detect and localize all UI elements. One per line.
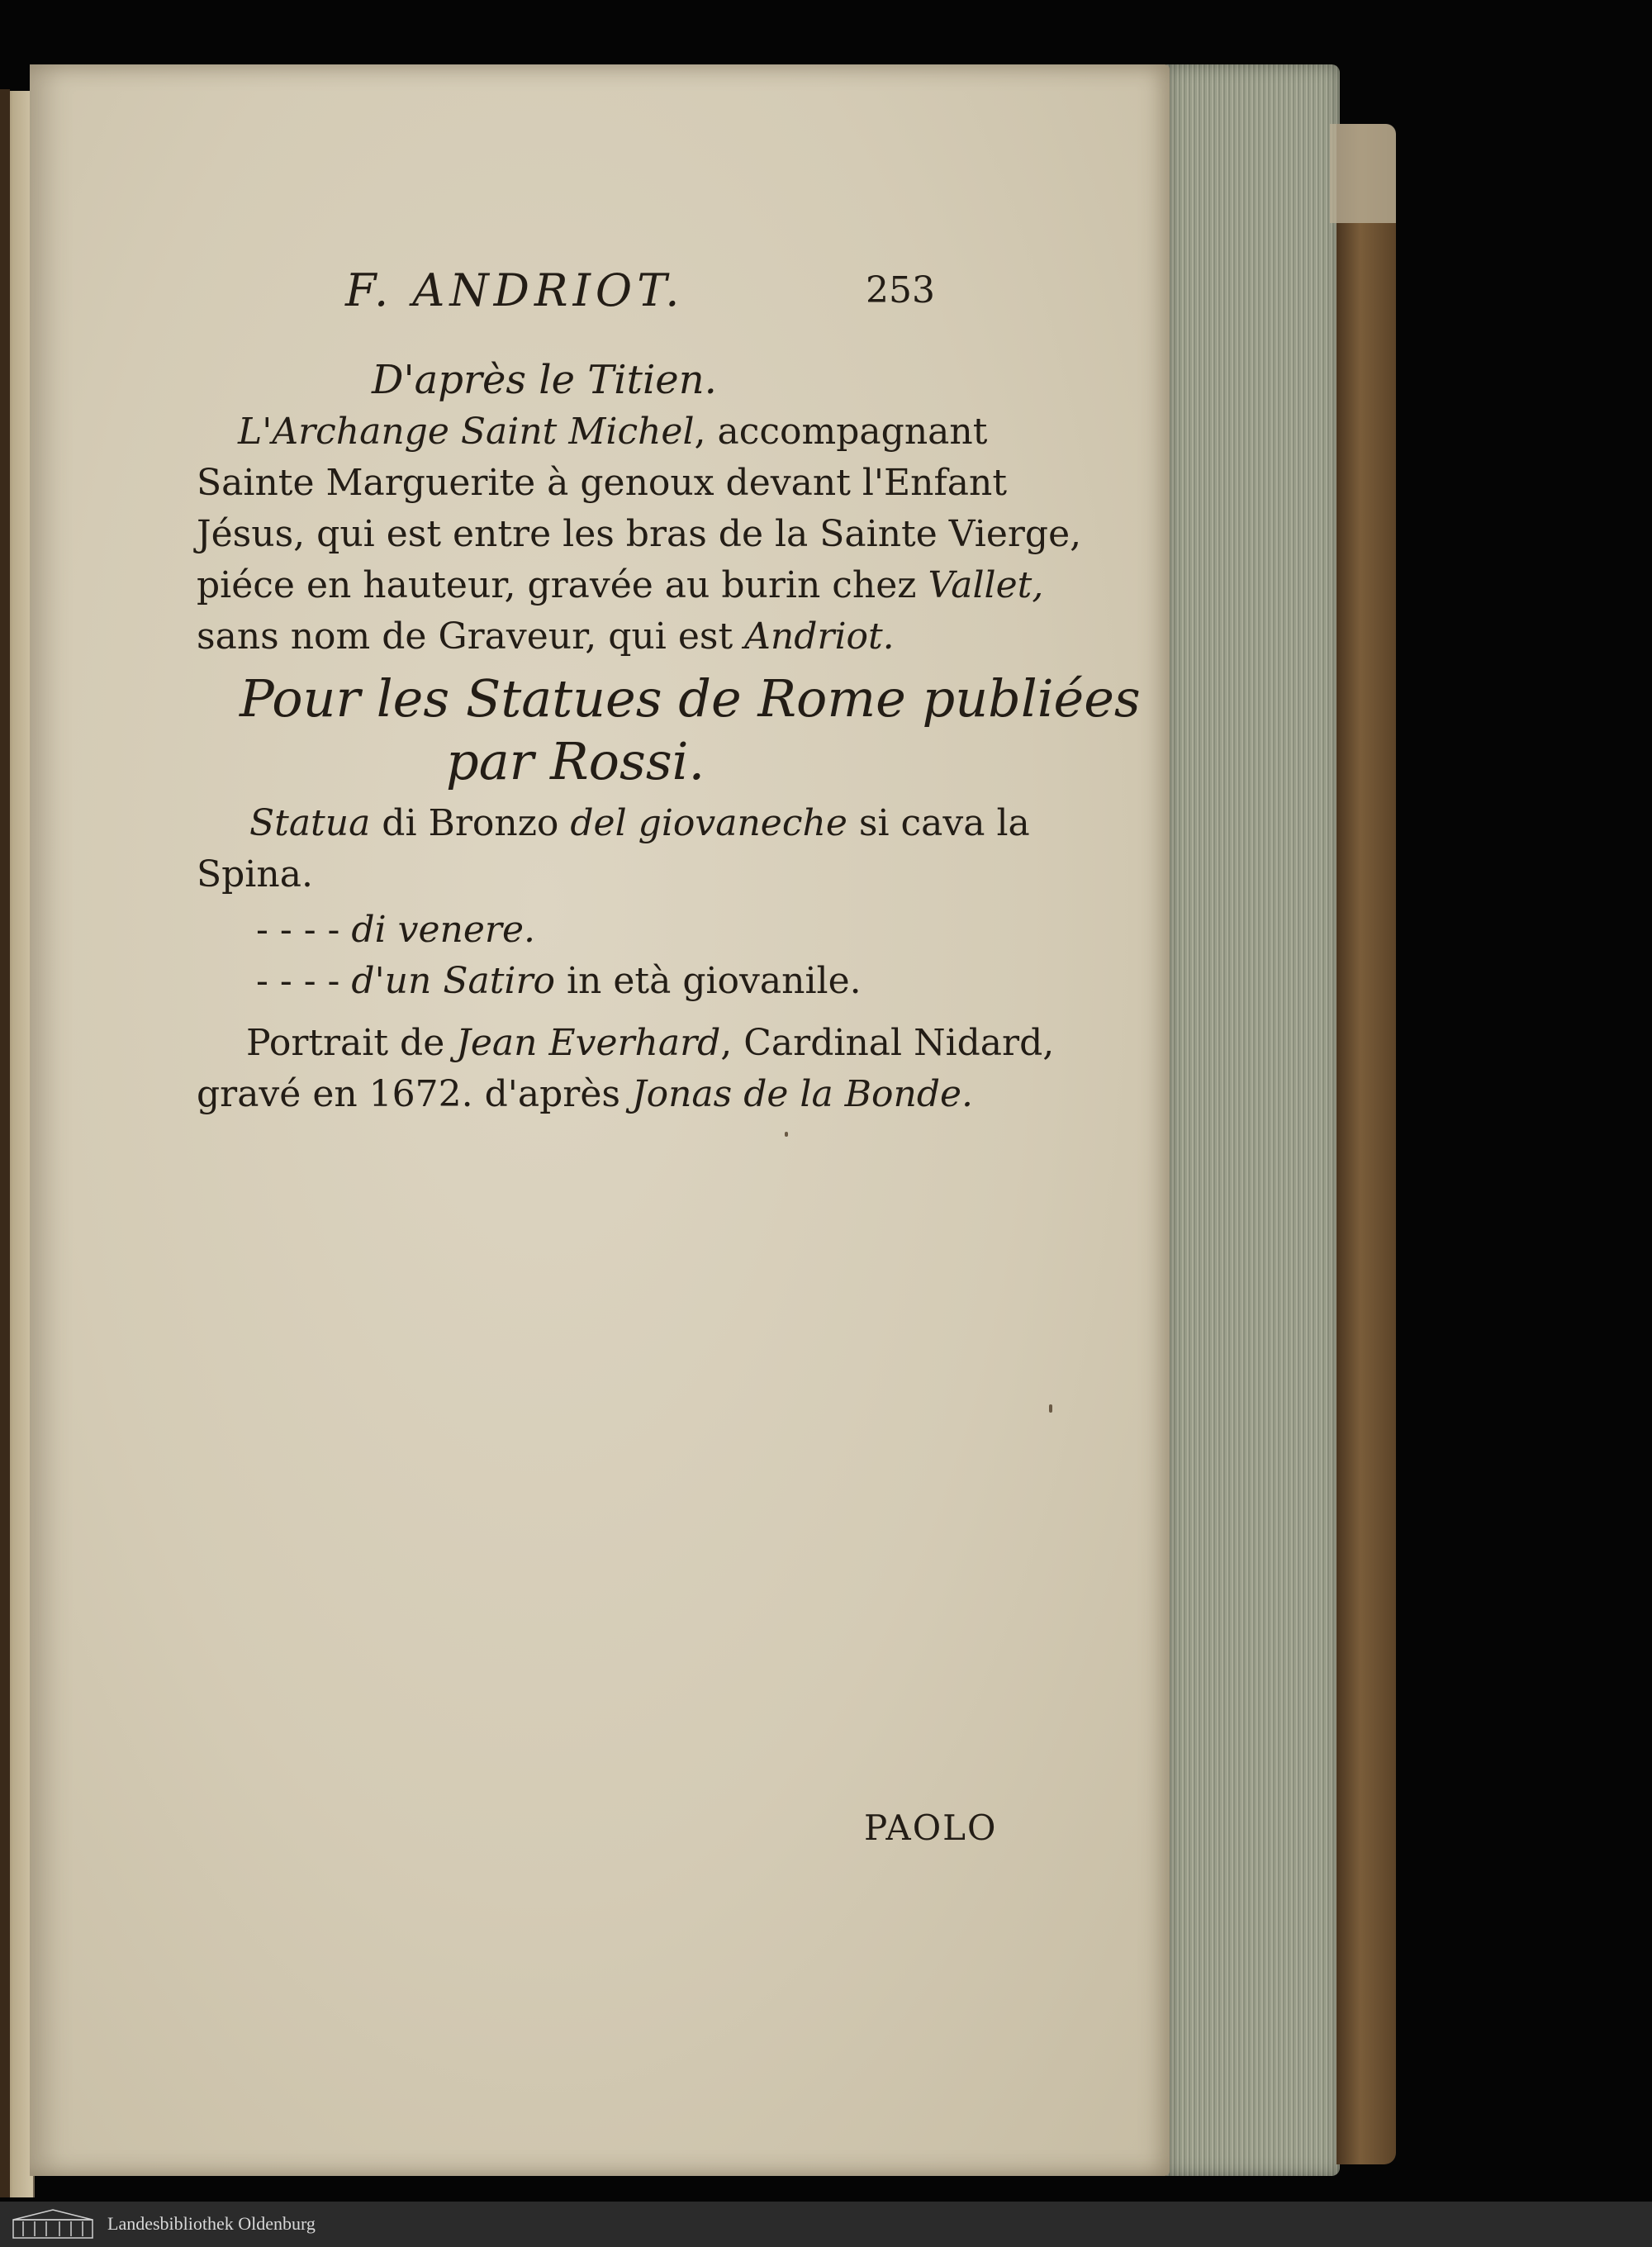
paper-speck [1049, 1404, 1052, 1413]
subheading: D'après le Titien. [372, 357, 717, 403]
entry-italic: Jonas de la Bonde. [631, 1073, 974, 1115]
library-building-icon [12, 2208, 94, 2240]
catchword: PAOLO [864, 1808, 998, 1848]
entry-satiro [256, 960, 862, 1002]
entry-italic: Jean Everhard [456, 1022, 721, 1064]
entry-text: , accompagnant [694, 411, 988, 453]
paper-speck [785, 1132, 788, 1137]
entry-italic: del giovaneche [570, 802, 847, 844]
right-cover-edge [1336, 124, 1396, 2164]
running-header: F. ANDRIOT. [345, 264, 685, 316]
entry-archange [197, 406, 1081, 663]
entry-text: in età giovanile. [555, 960, 862, 1002]
entry-text: sans nom de Graveur, qui est [197, 615, 745, 658]
entry-text: di Bronzo [370, 802, 571, 844]
engraver-name: Andriot. [744, 615, 895, 658]
library-name: Landesbibliothek Oldenburg [107, 2213, 316, 2234]
section-title-line: Pour les Statues de Rome publiées [240, 668, 1141, 729]
page-fore-edge [1166, 64, 1340, 2176]
entry-statua [197, 798, 1030, 900]
page-number: 253 [866, 269, 935, 311]
left-cover-edge [0, 89, 10, 2197]
cover-corner [1330, 124, 1396, 223]
entry-line: Spina. [197, 853, 313, 895]
entry-line: Jésus, qui est entre les bras de la Sainte Vierge, [197, 513, 1082, 555]
engraver-name: Vallet, [928, 564, 1044, 606]
ditto-dashes: - - - - [256, 909, 352, 951]
ditto-dashes: - - - - [256, 960, 352, 1002]
entry-text: si cava la [847, 802, 1030, 844]
entry-italic: d'un Satiro [351, 960, 555, 1002]
entry-line: Sainte Marguerite à genoux devant l'Enfant [197, 462, 1008, 504]
entry-venere [256, 909, 535, 951]
entry-title: L'Archange Saint Michel [238, 411, 695, 453]
entry-text: Portrait de [246, 1022, 457, 1064]
entry-text: piéce en hauteur, gravée au burin chez [197, 564, 928, 606]
entry-title: Statua [249, 802, 371, 844]
entry-text: gravé en 1672. d'après [197, 1073, 632, 1115]
entry-text: , Cardinal Nidard, [720, 1022, 1055, 1064]
footer-bar [0, 2202, 1652, 2247]
section-title-line: par Rossi. [446, 731, 705, 791]
entry-italic: di venere. [351, 909, 535, 951]
entry-portrait [197, 1018, 1054, 1120]
